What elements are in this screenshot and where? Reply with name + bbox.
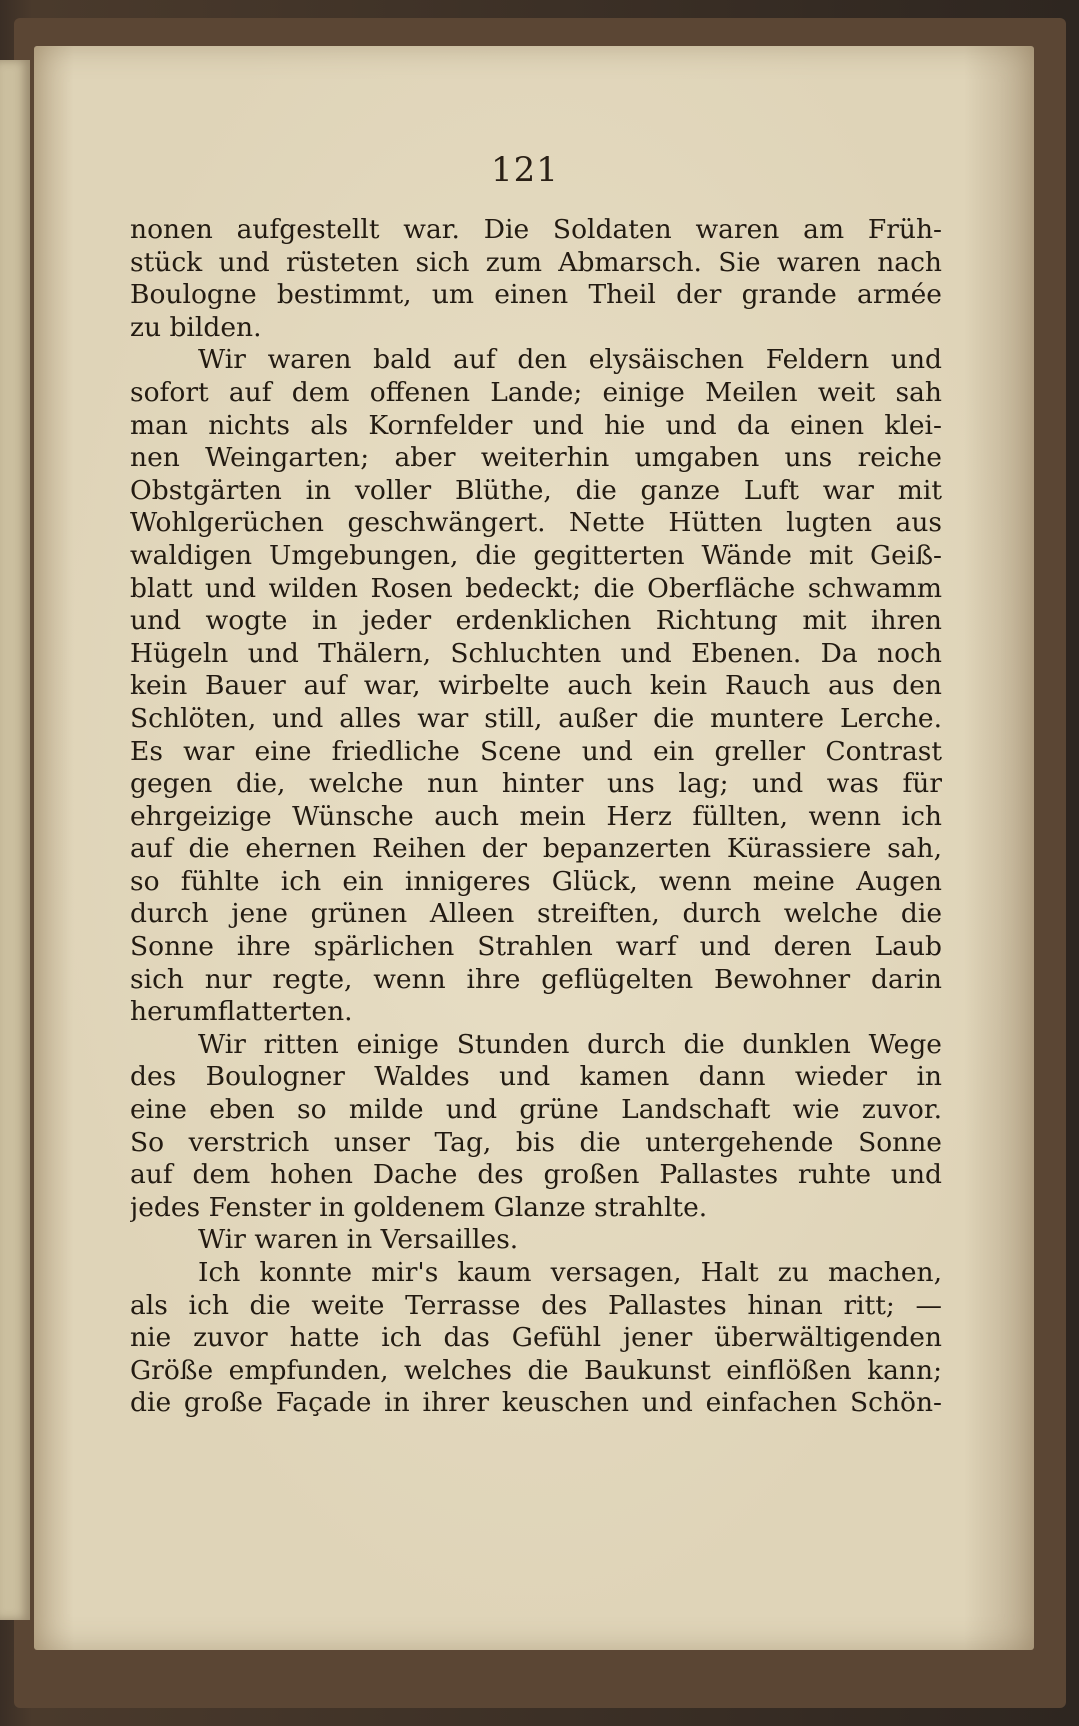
text-line: Es war eine friedliche Scene und ein greller Contrast [130,735,942,767]
text-line: sofort auf dem offenen Lande; einige Meilen weit sah [130,376,942,408]
text-line: auf die ehernen Reihen der bepanzerten Kürassiere sah, [130,833,942,865]
text-line: kein Bauer auf war, wirbelte auch kein Rauch aus den [130,670,942,702]
text-line: des Boulogner Waldes und kamen dann wieder in [130,1061,942,1093]
text-line: So verstrich unser Tag, bis die untergehende Sonne [130,1126,942,1158]
previous-page-edge [0,60,30,1620]
page-body-text [130,214,942,1420]
text-line: jedes Fenster in goldenem Glanze strahlte. [130,1191,708,1223]
page-number: 121 [491,150,559,190]
text-line: Wir ritten einige Stunden durch die dunklen Wege [198,1028,942,1060]
text-line: nonen aufgestellt war. Die Soldaten waren am Früh- [130,214,942,245]
text-line: nie zuvor hatte ich das Gefühl jener überwältigenden [130,1322,942,1354]
text-line: und wogte in jeder erdenklichen Richtung mit ihren [130,605,942,637]
text-line: Hügeln und Thälern, Schluchten und Ebenen. Da noch [130,637,942,669]
text-line: Obstgärten in voller Blüthe, die ganze Luft war mit [130,474,942,506]
text-line: stück und rüsteten sich zum Abmarsch. Sie waren nach [130,246,942,278]
text-line: waldigen Umgebungen, die gegitterten Wände mit Geiß- [130,539,942,571]
text-line: eine eben so milde und grüne Landschaft wie zuvor. [130,1094,942,1126]
text-line: Sonne ihre spärlichen Strahlen warf und deren Laub [130,931,942,963]
text-line: man nichts als Kornfelder und hie und da einen klei- [130,409,942,441]
text-line: sich nur regte, wenn ihre geflügelten Bewohner darin [130,963,942,995]
text-line: Wir waren bald auf den elysäischen Feldern und [198,344,942,376]
text-line: ehrgeizige Wünsche auch mein Herz füllten, wenn ich [130,800,942,832]
text-line: Größe empfunden, welches die Baukunst einflößen kann; [130,1354,942,1386]
text-line: blatt und wilden Rosen bedeckt; die Oberfläche schwamm [130,572,942,604]
text-line: Boulogne bestimmt, um einen Theil der grande armée [130,279,942,311]
text-line: herumflatterten. [130,996,353,1028]
text-line: durch jene grünen Alleen streiften, durch welche die [130,898,942,930]
text-line: zu bilden. [130,311,262,343]
text-line: Ich konnte mir's kaum versagen, Halt zu machen, [198,1257,942,1288]
text-line: nen Weingarten; aber weiterhin umgaben uns reiche [130,442,942,474]
text-line: gegen die, welche nun hinter uns lag; und was für [130,768,942,800]
text-line: so fühlte ich ein innigeres Glück, wenn meine Augen [130,865,942,897]
text-line: die große Façade in ihrer keuschen und einfachen Schön- [130,1387,942,1419]
text-line: als ich die weite Terrasse des Pallastes hinan ritt; — [130,1289,942,1321]
text-line: Wohlgerüchen geschwängert. Nette Hütten lugten aus [130,507,942,539]
text-line: auf dem hohen Dache des großen Pallastes ruhte und [130,1159,942,1191]
text-line: Schlöten, und alles war still, außer die muntere Lerche. [130,702,942,734]
text-line: Wir waren in Versailles. [198,1224,519,1256]
